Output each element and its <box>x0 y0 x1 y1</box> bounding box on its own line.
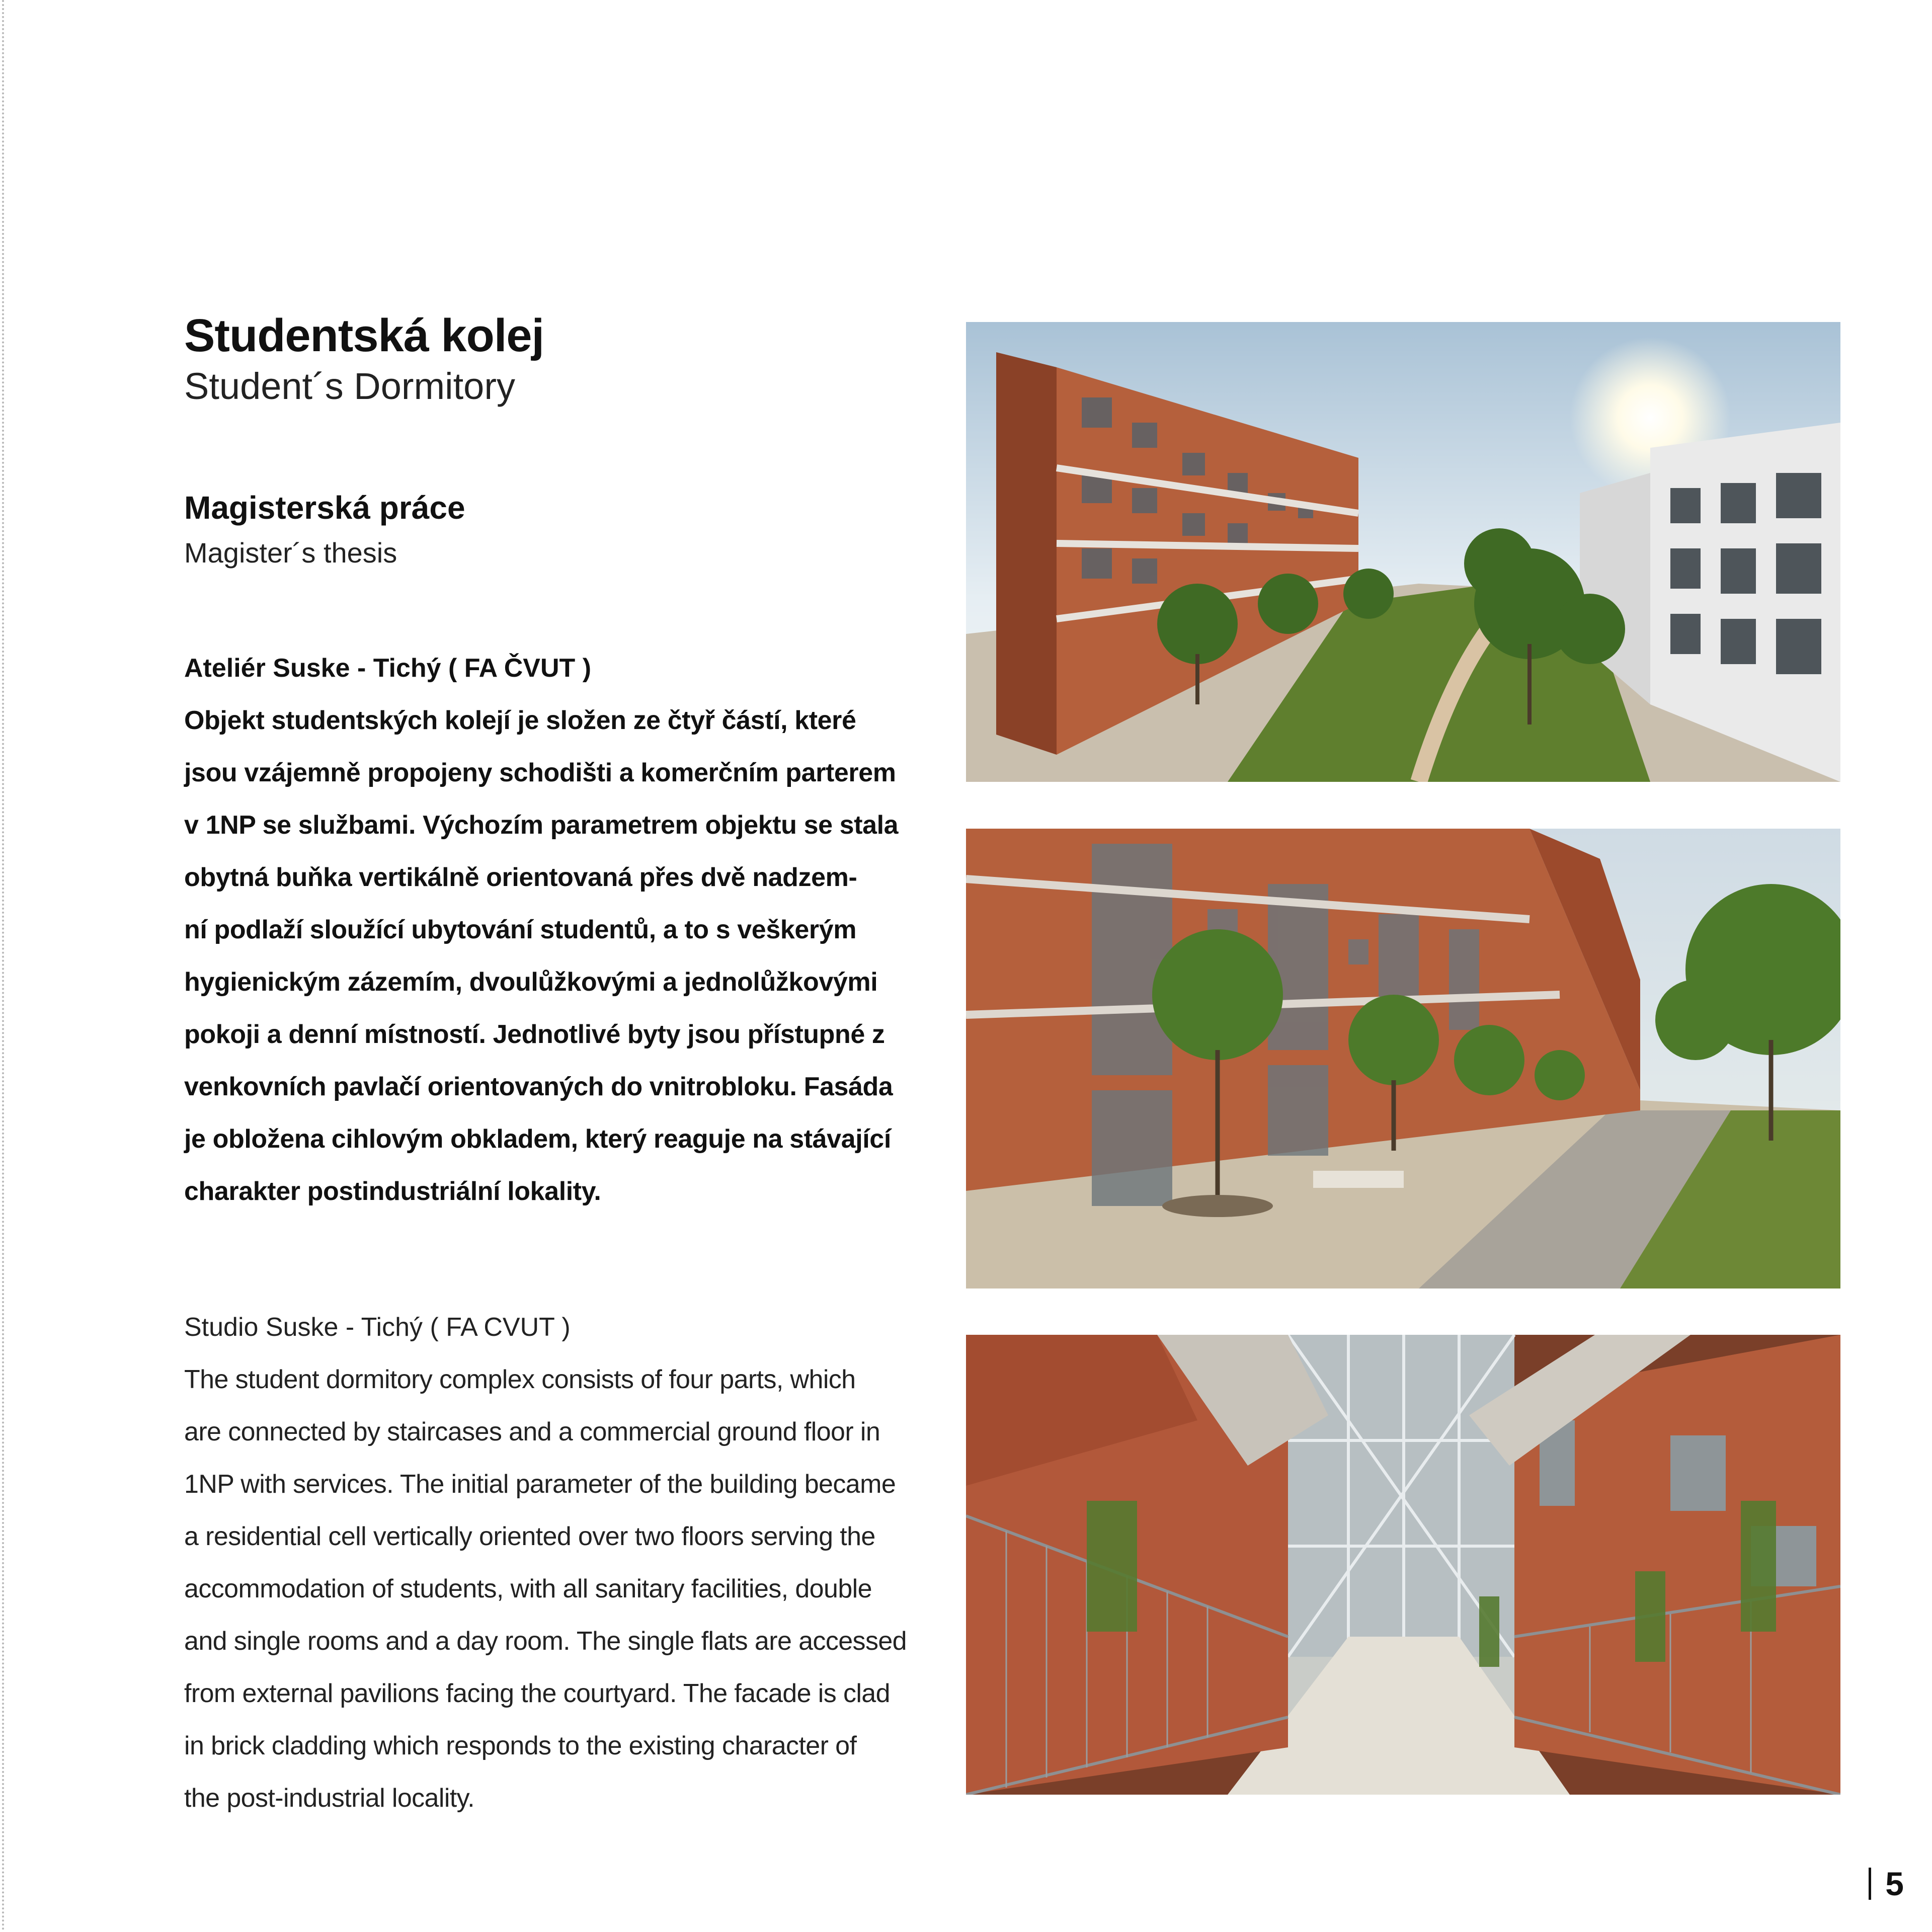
thesis-subtitle: Magister´s thesis <box>184 537 397 569</box>
page-subtitle: Student´s Dormitory <box>184 365 515 407</box>
english-line: in brick cladding which responds to the existing character of <box>184 1731 857 1760</box>
english-line: 1NP with services. The initial parameter of the building became <box>184 1470 896 1499</box>
english-line: are connected by staircases and a commercial ground floor in <box>184 1417 880 1446</box>
czech-studio-line: Ateliér Suske - Tichý ( FA ČVUT ) <box>184 654 592 683</box>
czech-line: pokoji a denní místností. Jednotlivé byty jsou přístupné z <box>184 1020 885 1049</box>
czech-line: obytná buňka vertikálně orientovaná přes dvě nadzem- <box>184 863 857 892</box>
czech-line: venkovních pavlačí orientovaných do vnitrobloku. Fasáda <box>184 1072 893 1101</box>
page-number <box>1869 1865 1904 1903</box>
binding-edge-dotted-line <box>2 0 4 1932</box>
text-column <box>184 308 929 1824</box>
english-line: the post-industrial locality. <box>184 1784 475 1813</box>
page-title: Studentská kolej <box>184 310 544 361</box>
czech-line: je obložena cihlovým obkladem, který reaguje na stávající <box>184 1124 891 1154</box>
english-line: accommodation of students, with all sanitary facilities, double <box>184 1574 872 1603</box>
english-description <box>184 1353 929 1824</box>
thesis-title: Magisterská práce <box>184 490 465 526</box>
czech-line: jsou vzájemně propojeny schodišti a komerčním parterem <box>184 758 896 787</box>
czech-line: Objekt studentských kolejí je složen ze čtyř částí, které <box>184 706 856 735</box>
czech-line: charakter postindustriální lokality. <box>184 1177 601 1206</box>
english-line: and single rooms and a day room. The single flats are accessed <box>184 1627 907 1656</box>
render-walkway-atrium <box>966 1335 1840 1795</box>
render-street-facade <box>966 829 1840 1289</box>
render-courtyard-exterior <box>966 322 1840 782</box>
czech-description <box>184 694 929 1218</box>
page-number-divider <box>1869 1868 1871 1900</box>
page-number-value: 5 <box>1885 1865 1904 1902</box>
english-line: from external pavilions facing the courtyard. The facade is clad <box>184 1679 890 1708</box>
english-line: The student dormitory complex consists of four parts, which <box>184 1365 856 1394</box>
czech-line: v 1NP se službami. Výchozím parametrem objektu se stala <box>184 811 899 840</box>
english-studio-line: Studio Suske - Tichý ( FA CVUT ) <box>184 1313 571 1342</box>
czech-line: hygienickým zázemím, dvoulůžkovými a jednolůžkovými <box>184 968 878 997</box>
czech-line: ní podlaží sloužící ubytování studentů, a to s veškerým <box>184 915 857 944</box>
english-line: a residential cell vertically oriented over two floors serving the <box>184 1522 875 1551</box>
